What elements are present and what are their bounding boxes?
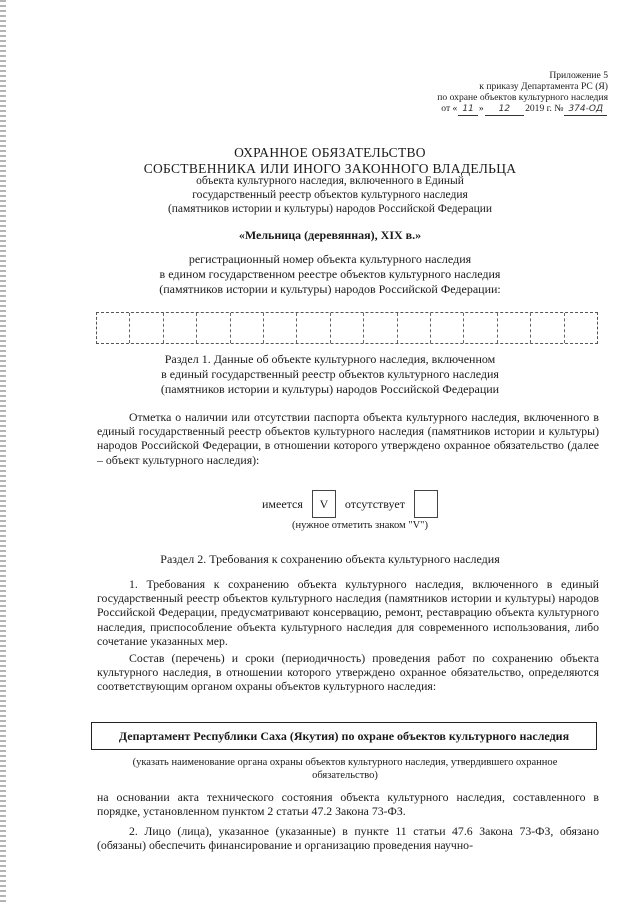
date-mid: » bbox=[478, 103, 484, 114]
title-line-1: ОХРАННОЕ ОБЯЗАТЕЛЬСТВО bbox=[234, 145, 426, 160]
checkbox-note: (нужное отметить знаком "V") bbox=[292, 520, 428, 531]
absent-passport-label: отсутствует bbox=[344, 496, 405, 511]
registration-line-1: регистрационный номер объекта культурного наследия bbox=[188, 252, 472, 266]
reg-cell[interactable] bbox=[398, 313, 431, 343]
reg-cell[interactable] bbox=[464, 313, 497, 343]
works-paragraph: Состав (перечень) и сроки (периодичность) проведения работ по сохранению объекта культурного наследия, в отношении которого утверждено охранное обязательство, определяются соответствующим органом охраны объектов культурного наследия: bbox=[97, 651, 599, 694]
date-year: 2019 г. № bbox=[525, 103, 564, 114]
reg-cell[interactable] bbox=[565, 313, 597, 343]
date-day: 11 bbox=[458, 104, 477, 116]
basis-paragraph: на основании акта технического состояния объекта культурного наследия, составленного в порядке, установленном пунктом 2 статьи 47.2 Закона 73-ФЗ. bbox=[97, 790, 599, 819]
registration-number-cells[interactable] bbox=[96, 312, 598, 344]
reg-cell[interactable] bbox=[164, 313, 197, 343]
object-name: «Мельница (деревянная), XIX в.» bbox=[238, 228, 422, 242]
reg-cell[interactable] bbox=[431, 313, 464, 343]
section-2-heading: Раздел 2. Требования к сохранению объекта культурного наследия bbox=[160, 552, 500, 566]
reg-cell[interactable] bbox=[364, 313, 397, 343]
department-note: (указать наименование органа охраны объектов культурного наследия, утвердившего охранное обязательство) bbox=[132, 757, 558, 781]
subheading-line-1: объекта культурного наследия, включенного в Единый bbox=[196, 175, 464, 187]
section-1-line-2: в единый государственный реестр объектов культурного наследия bbox=[161, 367, 499, 381]
appendix-order: к приказу Департамента РС (Я) bbox=[479, 81, 608, 92]
title-line-2: СОБСТВЕННИКА ИЛИ ИНОГО ЗАКОННОГО ВЛАДЕЛЬЦА bbox=[143, 161, 517, 176]
reg-cell[interactable] bbox=[531, 313, 564, 343]
title-subheading bbox=[60, 174, 600, 216]
section-1-heading bbox=[60, 352, 600, 397]
reg-cell[interactable] bbox=[498, 313, 531, 343]
appendix-number: Приложение 5 bbox=[549, 70, 608, 81]
scan-edge-artifact bbox=[0, 0, 6, 905]
date-month: 12 bbox=[485, 104, 524, 116]
reg-cell[interactable] bbox=[297, 313, 330, 343]
reg-cell[interactable] bbox=[197, 313, 230, 343]
section-1-line-3: (памятников истории и культуры) народов Российской Федерации bbox=[160, 382, 500, 396]
reg-cell[interactable] bbox=[130, 313, 163, 343]
registration-label bbox=[60, 252, 600, 297]
registration-line-3: (памятников истории и культуры) народов Российской Федерации: bbox=[159, 282, 501, 296]
section-1-line-1: Раздел 1. Данные об объекте культурного наследия, включенном bbox=[164, 352, 496, 366]
reg-cell[interactable] bbox=[97, 313, 130, 343]
reg-cell[interactable] bbox=[331, 313, 364, 343]
order-number: 374-ОД bbox=[564, 104, 607, 116]
reg-cell[interactable] bbox=[231, 313, 264, 343]
department-name-box: Департамент Республики Саха (Якутия) по охране объектов культурного наследия bbox=[91, 722, 597, 750]
has-passport-checkbox[interactable]: V bbox=[312, 490, 336, 518]
absent-passport-checkbox[interactable] bbox=[414, 490, 438, 518]
has-passport-label: имеется bbox=[262, 496, 303, 511]
passport-checkboxes bbox=[262, 490, 447, 518]
appendix-header bbox=[388, 70, 608, 116]
appendix-date bbox=[388, 103, 608, 116]
reg-cell[interactable] bbox=[264, 313, 297, 343]
appendix-department: по охране объектов культурного наследия bbox=[437, 92, 608, 103]
passport-paragraph: Отметка о наличии или отсутствии паспорта объекта культурного наследия, включенного в единый государственный реестр объектов культурного наследия (памятников истории и культуры) народов Российской Федерации, в отношении которого утверждено охранное обязательство (далее – объект культурного наследия): bbox=[97, 410, 599, 467]
subheading-line-3: (памятников истории и культуры) народов Российской Федерации bbox=[167, 203, 493, 215]
document-title bbox=[60, 145, 600, 177]
date-prefix: от « bbox=[441, 103, 458, 114]
subheading-line-2: государственный реестр объектов культурного наследия bbox=[192, 189, 468, 201]
registration-line-2: в едином государственном реестре объектов культурного наследия bbox=[159, 267, 501, 281]
requirements-paragraph: 1. Требования к сохранению объекта культурного наследия, включенного в единый государственный реестр объектов культурного наследия (памятников истории и культуры) народов Российской Федерации, предусматривают консервацию, ремонт, реставрацию объекта культурного наследия, приспособление объекта культурного наследия для современного использования, либо сочетание указанных мер. bbox=[97, 577, 599, 648]
obligation-paragraph: 2. Лицо (лица), указанное (указанные) в пункте 11 статьи 47.6 Закона 73-ФЗ, обязано (обязаны) обеспечить финансирование и организацию проведения научно- bbox=[97, 824, 599, 853]
